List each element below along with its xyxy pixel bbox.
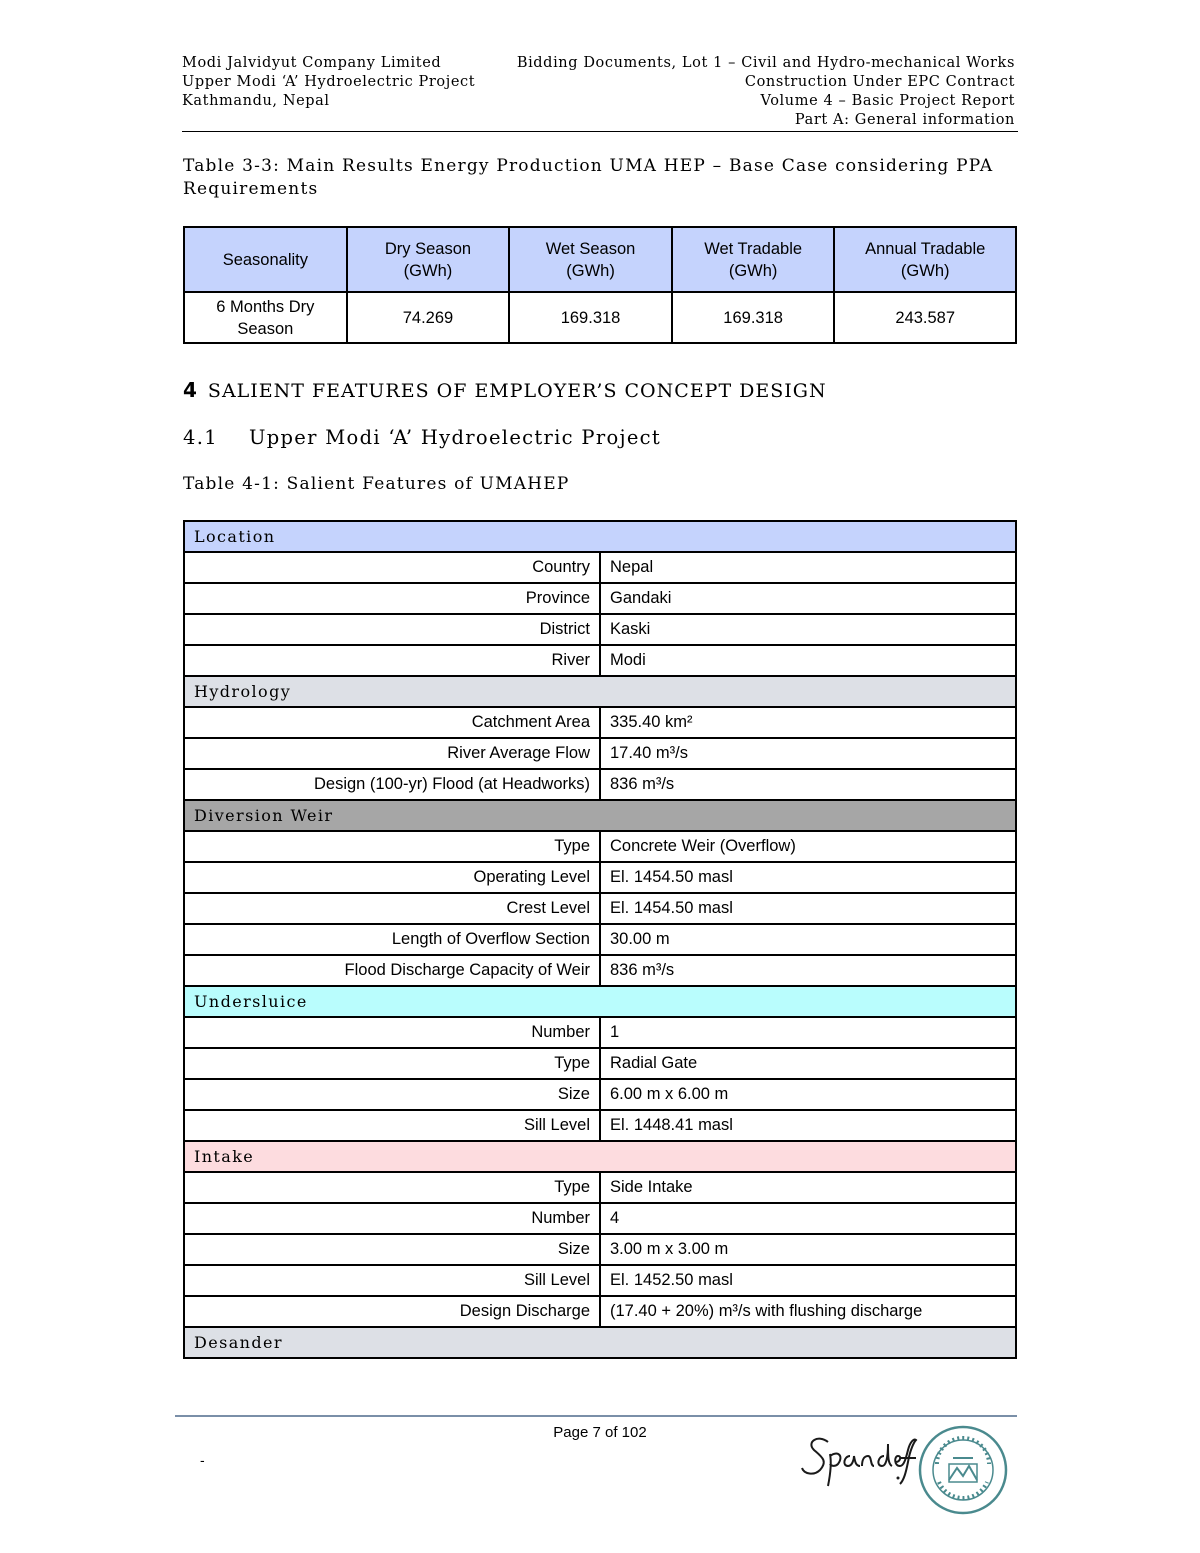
header-unit: (GWh) <box>403 261 453 280</box>
feature-label: Sill Level <box>184 1265 600 1296</box>
season-line: Season <box>237 319 294 338</box>
feature-value: 17.40 m³/s <box>600 738 1016 769</box>
section-header-row <box>184 1141 1016 1172</box>
header-left <box>182 54 475 111</box>
header-contract: Construction Under EPC Contract <box>744 74 1015 90</box>
header-text: Dry Season <box>384 239 472 258</box>
table-row <box>184 707 1016 738</box>
feature-label: Operating Level <box>184 862 600 893</box>
cell-wet-tradable: 169.318 <box>672 292 835 343</box>
table-row <box>184 831 1016 862</box>
feature-label: Type <box>184 1048 600 1079</box>
subsection-number: 4.1 <box>183 426 218 449</box>
section-title-cell: Desander <box>184 1327 1016 1358</box>
feature-label: Crest Level <box>184 893 600 924</box>
feature-label: Number <box>184 1203 600 1234</box>
table-header-row <box>184 227 1016 292</box>
table-row <box>184 862 1016 893</box>
table-row <box>184 769 1016 800</box>
section-title: SALIENT FEATURES OF EMPLOYER’S CONCEPT DESIGN <box>207 380 827 402</box>
header-project: Upper Modi ‘A’ Hydroelectric Project <box>182 74 476 90</box>
header-unit: (GWh) <box>900 261 950 280</box>
feature-value: (17.40 + 20%) m³/s with flushing discharge <box>600 1296 1016 1327</box>
table-row <box>184 583 1016 614</box>
feature-label: Number <box>184 1017 600 1048</box>
section-4-1-heading <box>183 426 661 449</box>
table-row <box>184 292 1016 343</box>
section-title-cell: Undersluice <box>184 986 1016 1017</box>
feature-label: River <box>184 645 600 676</box>
feature-label: Length of Overflow Section <box>184 924 600 955</box>
table-3-3-caption: Table 3-3: Main Results Energy Production UMA HEP – Base Case considering PPA Requirements <box>183 156 994 199</box>
header-unit: (GWh) <box>566 261 615 280</box>
section-number: 4 <box>183 378 198 402</box>
table-row <box>184 1296 1016 1327</box>
header-volume: Volume 4 – Basic Project Report <box>760 93 1015 109</box>
section-title-cell: Intake <box>184 1141 1016 1172</box>
feature-value: Side Intake <box>600 1172 1016 1203</box>
cell-wet: 169.318 <box>509 292 672 343</box>
section-title-cell: Hydrology <box>184 676 1016 707</box>
feature-value: 335.40 km² <box>600 707 1016 738</box>
section-header-row <box>184 800 1016 831</box>
feature-value: Kaski <box>600 614 1016 645</box>
feature-label: Flood Discharge Capacity of Weir <box>184 955 600 986</box>
cell-season <box>184 292 347 343</box>
header-company: Modi Jalvidyut Company Limited <box>182 55 442 71</box>
feature-value: 1 <box>600 1017 1016 1048</box>
header-text: Annual Tradable <box>865 239 986 258</box>
feature-value: 836 m³/s <box>600 769 1016 800</box>
header-bidding: Bidding Documents, Lot 1 – Civil and Hydro-mechanical Works <box>516 55 1015 71</box>
section-header-row <box>184 986 1016 1017</box>
feature-value: El. 1454.50 masl <box>600 893 1016 924</box>
table-row <box>184 893 1016 924</box>
feature-value: El. 1454.50 masl <box>600 862 1016 893</box>
section-4-heading <box>183 378 827 402</box>
header-right <box>517 54 1015 130</box>
feature-label: River Average Flow <box>184 738 600 769</box>
header-text: Wet Season <box>545 239 636 258</box>
table-row <box>184 1203 1016 1234</box>
feature-label: Province <box>184 583 600 614</box>
table-row <box>184 924 1016 955</box>
header-unit: (GWh) <box>728 261 778 280</box>
feature-value: 4 <box>600 1203 1016 1234</box>
feature-label: District <box>184 614 600 645</box>
table-row <box>184 552 1016 583</box>
season-line: 6 Months Dry <box>216 297 315 316</box>
footer-mark: - <box>200 1452 205 1468</box>
cell-annual: 243.587 <box>834 292 1016 343</box>
col-header-seasonality <box>184 227 347 292</box>
header-divider <box>182 131 1018 132</box>
table-row <box>184 645 1016 676</box>
col-header-annual-tradable <box>834 227 1016 292</box>
table-row <box>184 1017 1016 1048</box>
company-seal-image <box>917 1424 1009 1516</box>
feature-label: Country <box>184 552 600 583</box>
table-4-1-caption: Table 4-1: Salient Features of UMAHEP <box>183 474 570 494</box>
section-header-row <box>184 521 1016 552</box>
feature-value: 3.00 m x 3.00 m <box>600 1234 1016 1265</box>
header-text: Wet Tradable <box>704 239 803 258</box>
feature-value: Radial Gate <box>600 1048 1016 1079</box>
table-row <box>184 1110 1016 1141</box>
section-header-row <box>184 1327 1016 1358</box>
section-title-cell: Diversion Weir <box>184 800 1016 831</box>
feature-value: 30.00 m <box>600 924 1016 955</box>
header-text: Seasonality <box>222 250 308 269</box>
energy-production-table <box>183 226 1017 344</box>
table-row <box>184 955 1016 986</box>
section-header-row <box>184 676 1016 707</box>
table-row <box>184 1265 1016 1296</box>
table-row <box>184 1172 1016 1203</box>
feature-value: 836 m³/s <box>600 955 1016 986</box>
feature-value: El. 1452.50 masl <box>600 1265 1016 1296</box>
salient-features-table <box>183 520 1017 1359</box>
feature-label: Sill Level <box>184 1110 600 1141</box>
section-title-cell: Location <box>184 521 1016 552</box>
cell-dry: 74.269 <box>347 292 510 343</box>
signature-image <box>800 1428 918 1492</box>
table-row <box>184 1079 1016 1110</box>
feature-value: Nepal <box>600 552 1016 583</box>
subsection-title: Upper Modi ‘A’ Hydroelectric Project <box>249 426 662 449</box>
feature-label: Size <box>184 1234 600 1265</box>
feature-label: Design Discharge <box>184 1296 600 1327</box>
footer-divider <box>175 1415 1017 1417</box>
feature-value: 6.00 m x 6.00 m <box>600 1079 1016 1110</box>
feature-value: Concrete Weir (Overflow) <box>600 831 1016 862</box>
col-header-wet-tradable <box>672 227 835 292</box>
feature-value: Modi <box>600 645 1016 676</box>
col-header-wet-season <box>509 227 672 292</box>
header-location: Kathmandu, Nepal <box>182 93 330 109</box>
table-row <box>184 1234 1016 1265</box>
feature-label: Type <box>184 831 600 862</box>
feature-label: Catchment Area <box>184 707 600 738</box>
table-row <box>184 1048 1016 1079</box>
feature-label: Design (100-yr) Flood (at Headworks) <box>184 769 600 800</box>
header-part: Part A: General information <box>794 112 1015 128</box>
feature-value: El. 1448.41 masl <box>600 1110 1016 1141</box>
page-number: Page 7 of 102 <box>553 1424 647 1441</box>
table-row <box>184 738 1016 769</box>
col-header-dry-season <box>347 227 510 292</box>
table-row <box>184 614 1016 645</box>
feature-label: Type <box>184 1172 600 1203</box>
feature-label: Size <box>184 1079 600 1110</box>
feature-value: Gandaki <box>600 583 1016 614</box>
